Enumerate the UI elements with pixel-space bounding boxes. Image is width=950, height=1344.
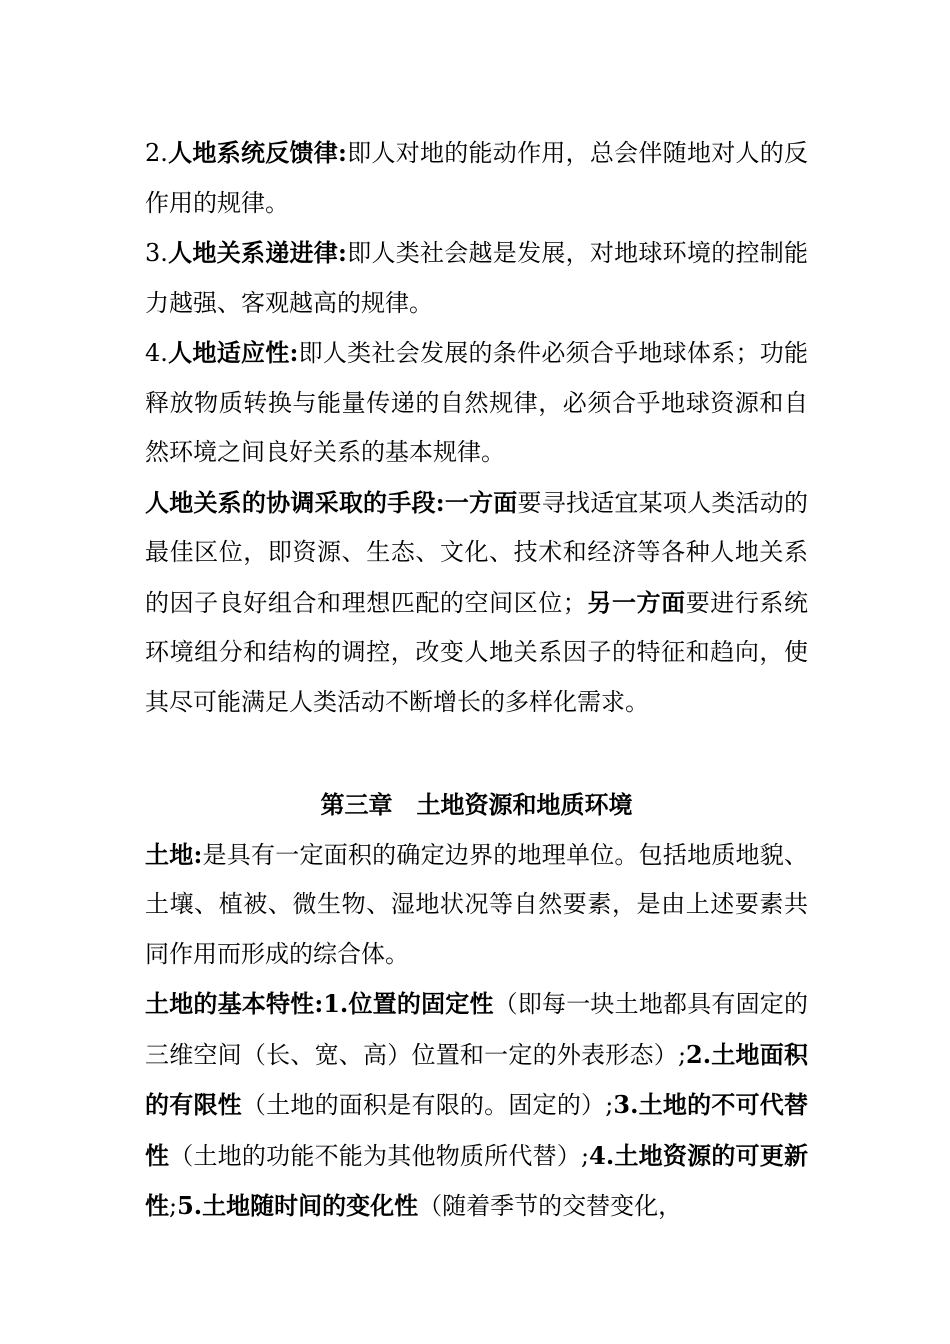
feature-2-desc: （土地的面积是有限的。固定的）; [241,1091,614,1119]
chapter-title: 第三章 土地资源和地质环境 [320,790,633,819]
definition-text: 即人对地的能动作用，总会伴随地对人的反作用的规律。 [145,139,809,217]
feature-5: 5.土地随时间的变化性 [177,1191,419,1220]
item-number: 2. [145,139,168,167]
item-number: 3. [145,239,168,267]
item-number: 4. [145,339,168,367]
feature-1: 1.位置的固定性 [323,989,494,1018]
feature-5-desc: （随着季节的交替变化， [418,1192,683,1220]
paragraph-feedback-law [145,128,808,228]
paragraph-land-definition [145,830,808,980]
feature-2: 2.土地面积的有限性 [145,1039,808,1119]
definition-text: 即人类社会越是发展，对地球环境的控制能力越强、客观越高的规律。 [145,239,809,317]
term-heading: 人地适应性: [167,338,299,367]
definition-text: 即人类社会发展的条件必须合乎地球体系；功能释放物质转换与能量传递的自然规律，必须合乎地球资源和自然环境之间良好关系的基本规律。 [145,339,809,466]
feature-1-desc: （即每一块土地都具有固定的三维空间（长、宽、高）位置和一定的外表形态）; [145,990,808,1069]
definition-text: 要寻找适宜某项人类活动的最佳区位，即资源、生态、文化、技术和经济等各种人地关系的因子良好组合和理想匹配的空间区位； [145,488,809,617]
feature-4-desc: ; [169,1192,178,1220]
definition-text: 是具有一定面积的确定边界的地理单位。包括地质地貌、土壤、植被、微生物、湿地状况等自然要素，是由上述要素共同作用而形成的综合体。 [145,840,809,968]
definition-text: 要进行系统环境组分和结构的调控，改变人地关系因子的特征和趋向，使其尽可能满足人类活动不断增长的多样化需求。 [145,588,809,716]
term-heading: 土地的基本特性: [145,989,324,1018]
paragraph-adaptability [145,328,808,478]
paragraph-progression-law [145,228,808,328]
term-heading: 人地关系的协调采取的手段: [145,487,445,517]
term-heading: 土地: [145,839,203,869]
emphasis-other-side: 另一方面 [586,587,686,617]
feature-3-desc: （土地的功能不能为其他物质所代替）; [169,1141,590,1170]
term-heading: 人地关系递进律: [167,238,347,267]
feature-3: 3.土地的不可代替性 [145,1090,809,1170]
feature-4: 4.土地资源的可更新性 [145,1140,808,1220]
paragraph-coordination-means [145,478,808,728]
paragraph-land-features [145,979,808,1232]
emphasis-one-side: 一方面 [444,487,518,517]
term-heading: 人地系统反馈律: [167,138,347,167]
